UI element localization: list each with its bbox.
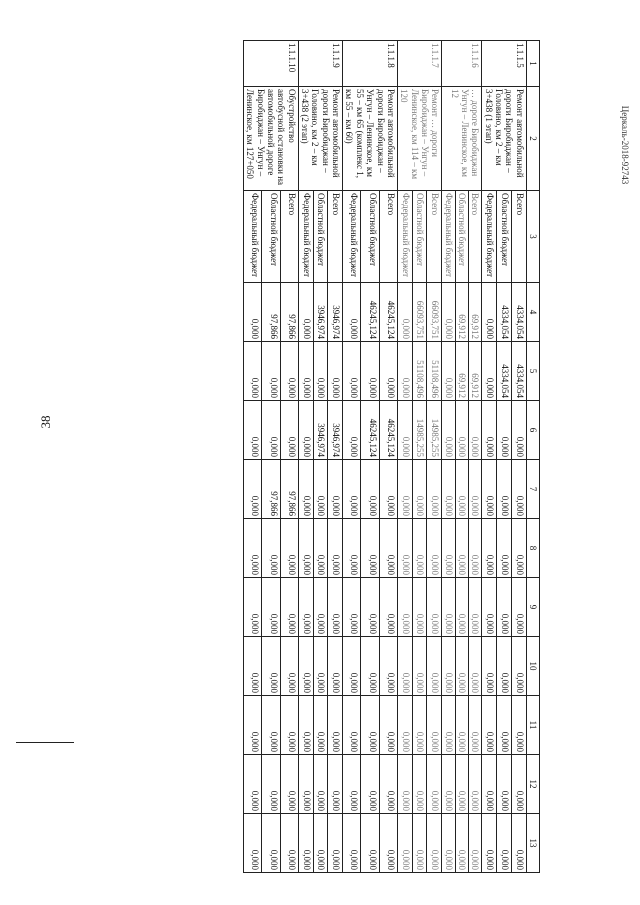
amount-cell: 4334,054 <box>511 342 526 401</box>
column-number: 3 <box>526 191 539 283</box>
table-row <box>511 41 526 873</box>
amount-cell: 0,000 <box>442 814 455 873</box>
amount-cell: 0,000 <box>361 696 379 755</box>
amount-cell: 0,000 <box>298 401 313 460</box>
amount-cell: 0,000 <box>442 283 455 342</box>
amount-cell: 69,912 <box>455 342 468 401</box>
row-name-cell: Ремонт автомобильной дороги Биробиджан – Головино, км 2 – км 3+438 (1 этап) <box>482 87 526 191</box>
amount-cell: 0,000 <box>442 755 455 814</box>
funding-source-cell: Федеральный бюджет <box>397 191 412 283</box>
amount-cell: 0,000 <box>412 696 427 755</box>
amount-cell: 0,000 <box>244 696 262 755</box>
amount-cell: 4334,054 <box>497 342 512 401</box>
row-name-cell: Ремонт … дороги Биробиджан – Унгун – Ленинское, км 114 – км 120 <box>397 87 441 191</box>
budget-table-container <box>80 40 540 872</box>
amount-cell: 0,000 <box>497 755 512 814</box>
amount-cell: 0,000 <box>497 814 512 873</box>
amount-cell: 0,000 <box>468 519 481 578</box>
amount-cell: 0,000 <box>427 460 442 519</box>
amount-cell: 3946,974 <box>313 283 328 342</box>
table-row <box>328 41 343 873</box>
amount-cell: 0,000 <box>313 342 328 401</box>
page-number: 38 <box>38 415 53 429</box>
column-number-row <box>526 41 539 873</box>
amount-cell: 0,000 <box>455 578 468 637</box>
amount-cell: 0,000 <box>397 283 412 342</box>
amount-cell: 0,000 <box>482 814 497 873</box>
amount-cell: 69,912 <box>468 283 481 342</box>
funding-source-cell: Областной бюджет <box>262 191 280 283</box>
amount-cell: 0,000 <box>511 519 526 578</box>
amount-cell: 0,000 <box>361 578 379 637</box>
amount-cell: 0,000 <box>455 814 468 873</box>
amount-cell: 0,000 <box>455 460 468 519</box>
amount-cell: 0,000 <box>412 460 427 519</box>
amount-cell: 0,000 <box>427 637 442 696</box>
amount-cell: 0,000 <box>412 578 427 637</box>
amount-cell: 0,000 <box>497 578 512 637</box>
amount-cell: 0,000 <box>361 519 379 578</box>
amount-cell: 0,000 <box>328 696 343 755</box>
amount-cell: 0,000 <box>280 519 298 578</box>
amount-cell: 0,000 <box>455 696 468 755</box>
amount-cell: 0,000 <box>343 578 361 637</box>
amount-cell: 0,000 <box>298 696 313 755</box>
funding-source-cell: Областной бюджет <box>313 191 328 283</box>
funding-source-cell: Областной бюджет <box>497 191 512 283</box>
amount-cell: 0,000 <box>262 637 280 696</box>
row-code-cell: 1.1.1.7 <box>397 41 441 87</box>
amount-cell: 0,000 <box>397 578 412 637</box>
amount-cell: 0,000 <box>442 401 455 460</box>
amount-cell: 0,000 <box>244 283 262 342</box>
table-row <box>427 41 442 873</box>
amount-cell: 0,000 <box>397 637 412 696</box>
amount-cell: 46245,124 <box>379 401 397 460</box>
funding-source-cell: Областной бюджет <box>455 191 468 283</box>
amount-cell: 0,000 <box>244 578 262 637</box>
amount-cell: 0,000 <box>497 637 512 696</box>
amount-cell: 0,000 <box>379 814 397 873</box>
amount-cell: 0,000 <box>262 519 280 578</box>
funding-source-cell: Всего <box>511 191 526 283</box>
funding-source-cell: Федеральный бюджет <box>244 191 262 283</box>
amount-cell: 3946,974 <box>328 401 343 460</box>
amount-cell: 0,000 <box>468 696 481 755</box>
amount-cell: 0,000 <box>313 814 328 873</box>
amount-cell: 0,000 <box>482 283 497 342</box>
footnote-divider <box>16 742 74 743</box>
amount-cell: 46245,124 <box>379 283 397 342</box>
amount-cell: 0,000 <box>412 755 427 814</box>
amount-cell: 0,000 <box>298 578 313 637</box>
amount-cell: 0,000 <box>482 460 497 519</box>
amount-cell: 0,000 <box>262 696 280 755</box>
amount-cell: 0,000 <box>511 696 526 755</box>
amount-cell: 0,000 <box>313 637 328 696</box>
amount-cell: 0,000 <box>343 696 361 755</box>
amount-cell: 0,000 <box>442 637 455 696</box>
amount-cell: 0,000 <box>313 755 328 814</box>
amount-cell: 0,000 <box>412 519 427 578</box>
amount-cell: 0,000 <box>262 342 280 401</box>
amount-cell: 69,912 <box>455 283 468 342</box>
table-row <box>280 41 298 873</box>
amount-cell: 0,000 <box>343 401 361 460</box>
amount-cell: 0,000 <box>280 637 298 696</box>
amount-cell: 0,000 <box>497 460 512 519</box>
amount-cell: 0,000 <box>343 637 361 696</box>
amount-cell: 0,000 <box>244 814 262 873</box>
amount-cell: 0,000 <box>455 519 468 578</box>
column-number: 13 <box>526 814 539 873</box>
amount-cell: 97,866 <box>262 460 280 519</box>
amount-cell: 0,000 <box>343 342 361 401</box>
amount-cell: 0,000 <box>379 519 397 578</box>
amount-cell: 0,000 <box>511 814 526 873</box>
amount-cell: 0,000 <box>379 696 397 755</box>
amount-cell: 46245,124 <box>361 283 379 342</box>
amount-cell: 0,000 <box>379 755 397 814</box>
amount-cell: 66093,751 <box>412 283 427 342</box>
amount-cell: 0,000 <box>397 519 412 578</box>
amount-cell: 0,000 <box>511 401 526 460</box>
amount-cell: 0,000 <box>361 637 379 696</box>
amount-cell: 0,000 <box>427 814 442 873</box>
document-code: Церкаль-2018-92743 <box>620 105 630 185</box>
amount-cell: 0,000 <box>511 637 526 696</box>
column-number: 5 <box>526 342 539 401</box>
budget-table <box>243 40 540 873</box>
amount-cell: 0,000 <box>328 755 343 814</box>
column-number: 11 <box>526 696 539 755</box>
amount-cell: 0,000 <box>397 342 412 401</box>
funding-source-cell: Всего <box>328 191 343 283</box>
row-name-cell: Ремонт автомобильной дороги Биробиджан – Головино, км 2 – км 3+438 (2 этап) <box>298 87 342 191</box>
row-name-cell: Обустройство автобусной остановки на автомобильной дороге Биробиджан – Унгун – Ленинское, км 127+050 <box>244 87 299 191</box>
amount-cell: 0,000 <box>262 401 280 460</box>
amount-cell: 0,000 <box>298 755 313 814</box>
amount-cell: 0,000 <box>482 696 497 755</box>
amount-cell: 0,000 <box>379 460 397 519</box>
amount-cell: 14985,255 <box>427 401 442 460</box>
funding-source-cell: Всего <box>427 191 442 283</box>
amount-cell: 0,000 <box>482 519 497 578</box>
amount-cell: 0,000 <box>298 814 313 873</box>
funding-source-cell: Федеральный бюджет <box>298 191 313 283</box>
amount-cell: 0,000 <box>343 283 361 342</box>
amount-cell: 0,000 <box>397 696 412 755</box>
column-number: 6 <box>526 401 539 460</box>
amount-cell: 0,000 <box>262 814 280 873</box>
amount-cell: 0,000 <box>427 519 442 578</box>
amount-cell: 0,000 <box>397 814 412 873</box>
amount-cell: 0,000 <box>397 755 412 814</box>
table-row <box>379 41 397 873</box>
amount-cell: 0,000 <box>379 637 397 696</box>
funding-source-cell: Федеральный бюджет <box>343 191 361 283</box>
amount-cell: 0,000 <box>442 460 455 519</box>
column-number: 1 <box>526 41 539 87</box>
funding-source-cell: Всего <box>379 191 397 283</box>
column-number: 12 <box>526 755 539 814</box>
amount-cell: 0,000 <box>343 519 361 578</box>
amount-cell: 0,000 <box>361 460 379 519</box>
amount-cell: 0,000 <box>244 342 262 401</box>
funding-source-cell: Областной бюджет <box>361 191 379 283</box>
amount-cell: 0,000 <box>482 401 497 460</box>
amount-cell: 0,000 <box>412 814 427 873</box>
amount-cell: 0,000 <box>343 755 361 814</box>
column-number: 10 <box>526 637 539 696</box>
amount-cell: 0,000 <box>427 578 442 637</box>
amount-cell: 0,000 <box>455 637 468 696</box>
amount-cell: 4334,054 <box>511 283 526 342</box>
amount-cell: 0,000 <box>313 696 328 755</box>
amount-cell: 0,000 <box>511 460 526 519</box>
amount-cell: 0,000 <box>280 342 298 401</box>
row-code-cell: 1.1.1.6 <box>442 41 482 87</box>
amount-cell: 0,000 <box>280 578 298 637</box>
amount-cell: 0,000 <box>511 578 526 637</box>
table-row <box>468 41 481 873</box>
amount-cell: 0,000 <box>328 814 343 873</box>
column-number: 8 <box>526 519 539 578</box>
amount-cell: 0,000 <box>313 519 328 578</box>
amount-cell: 0,000 <box>442 519 455 578</box>
amount-cell: 0,000 <box>442 696 455 755</box>
amount-cell: 4334,054 <box>497 283 512 342</box>
amount-cell: 0,000 <box>280 755 298 814</box>
row-code-cell: 1.1.1.8 <box>343 41 398 87</box>
amount-cell: 0,000 <box>442 578 455 637</box>
amount-cell: 0,000 <box>280 696 298 755</box>
amount-cell: 0,000 <box>427 696 442 755</box>
amount-cell: 0,000 <box>497 401 512 460</box>
amount-cell: 0,000 <box>482 342 497 401</box>
funding-source-cell: Областной бюджет <box>412 191 427 283</box>
amount-cell: 0,000 <box>455 755 468 814</box>
amount-cell: 3946,974 <box>313 401 328 460</box>
row-name-cell: … дороге Биробиджан Унгун – Ленинское, км 12 <box>442 87 482 191</box>
amount-cell: 69,912 <box>468 342 481 401</box>
amount-cell: 0,000 <box>328 637 343 696</box>
amount-cell: 0,000 <box>298 460 313 519</box>
amount-cell: 0,000 <box>328 342 343 401</box>
amount-cell: 66093,751 <box>427 283 442 342</box>
column-number: 7 <box>526 460 539 519</box>
amount-cell: 0,000 <box>427 755 442 814</box>
amount-cell: 0,000 <box>468 401 481 460</box>
amount-cell: 0,000 <box>455 401 468 460</box>
amount-cell: 0,000 <box>379 342 397 401</box>
amount-cell: 0,000 <box>397 401 412 460</box>
amount-cell: 0,000 <box>361 755 379 814</box>
funding-source-cell: Всего <box>468 191 481 283</box>
amount-cell: 0,000 <box>313 460 328 519</box>
row-name-cell: Ремонт автомобильной дороги Биробиджан – Унгун – Ленинское, км 55 – км 65 (комплекс 1, км 55 – км 60) <box>343 87 398 191</box>
amount-cell: 0,000 <box>313 578 328 637</box>
amount-cell: 0,000 <box>280 814 298 873</box>
amount-cell: 0,000 <box>442 342 455 401</box>
amount-cell: 0,000 <box>468 755 481 814</box>
amount-cell: 0,000 <box>397 460 412 519</box>
amount-cell: 0,000 <box>298 283 313 342</box>
amount-cell: 0,000 <box>468 814 481 873</box>
amount-cell: 0,000 <box>244 755 262 814</box>
amount-cell: 0,000 <box>280 401 298 460</box>
amount-cell: 0,000 <box>468 460 481 519</box>
amount-cell: 0,000 <box>482 578 497 637</box>
amount-cell: 0,000 <box>343 460 361 519</box>
amount-cell: 46245,124 <box>361 401 379 460</box>
amount-cell: 0,000 <box>361 342 379 401</box>
amount-cell: 51108,496 <box>412 342 427 401</box>
row-code-cell: 1.1.1.10 <box>244 41 299 87</box>
amount-cell: 0,000 <box>328 519 343 578</box>
amount-cell: 97,866 <box>280 460 298 519</box>
amount-cell: 0,000 <box>379 578 397 637</box>
amount-cell: 0,000 <box>361 814 379 873</box>
amount-cell: 0,000 <box>497 519 512 578</box>
amount-cell: 51108,496 <box>427 342 442 401</box>
amount-cell: 0,000 <box>244 637 262 696</box>
amount-cell: 0,000 <box>511 755 526 814</box>
amount-cell: 0,000 <box>468 578 481 637</box>
column-number: 4 <box>526 283 539 342</box>
amount-cell: 0,000 <box>298 342 313 401</box>
amount-cell: 0,000 <box>482 637 497 696</box>
column-number: 2 <box>526 87 539 191</box>
funding-source-cell: Всего <box>280 191 298 283</box>
amount-cell: 97,866 <box>280 283 298 342</box>
amount-cell: 0,000 <box>244 519 262 578</box>
amount-cell: 0,000 <box>298 519 313 578</box>
funding-source-cell: Федеральный бюджет <box>442 191 455 283</box>
amount-cell: 0,000 <box>497 696 512 755</box>
amount-cell: 0,000 <box>298 637 313 696</box>
row-code-cell: 1.1.1.5 <box>482 41 526 87</box>
amount-cell: 97,866 <box>262 283 280 342</box>
funding-source-cell: Федеральный бюджет <box>482 191 497 283</box>
amount-cell: 3946,974 <box>328 283 343 342</box>
row-code-cell: 1.1.1.9 <box>298 41 342 87</box>
amount-cell: 14985,255 <box>412 401 427 460</box>
amount-cell: 0,000 <box>468 637 481 696</box>
amount-cell: 0,000 <box>244 460 262 519</box>
amount-cell: 0,000 <box>328 578 343 637</box>
amount-cell: 0,000 <box>262 578 280 637</box>
amount-cell: 0,000 <box>412 637 427 696</box>
amount-cell: 0,000 <box>482 755 497 814</box>
table-body <box>244 41 527 873</box>
amount-cell: 0,000 <box>343 814 361 873</box>
amount-cell: 0,000 <box>328 460 343 519</box>
column-number: 9 <box>526 578 539 637</box>
amount-cell: 0,000 <box>244 401 262 460</box>
amount-cell: 0,000 <box>262 755 280 814</box>
